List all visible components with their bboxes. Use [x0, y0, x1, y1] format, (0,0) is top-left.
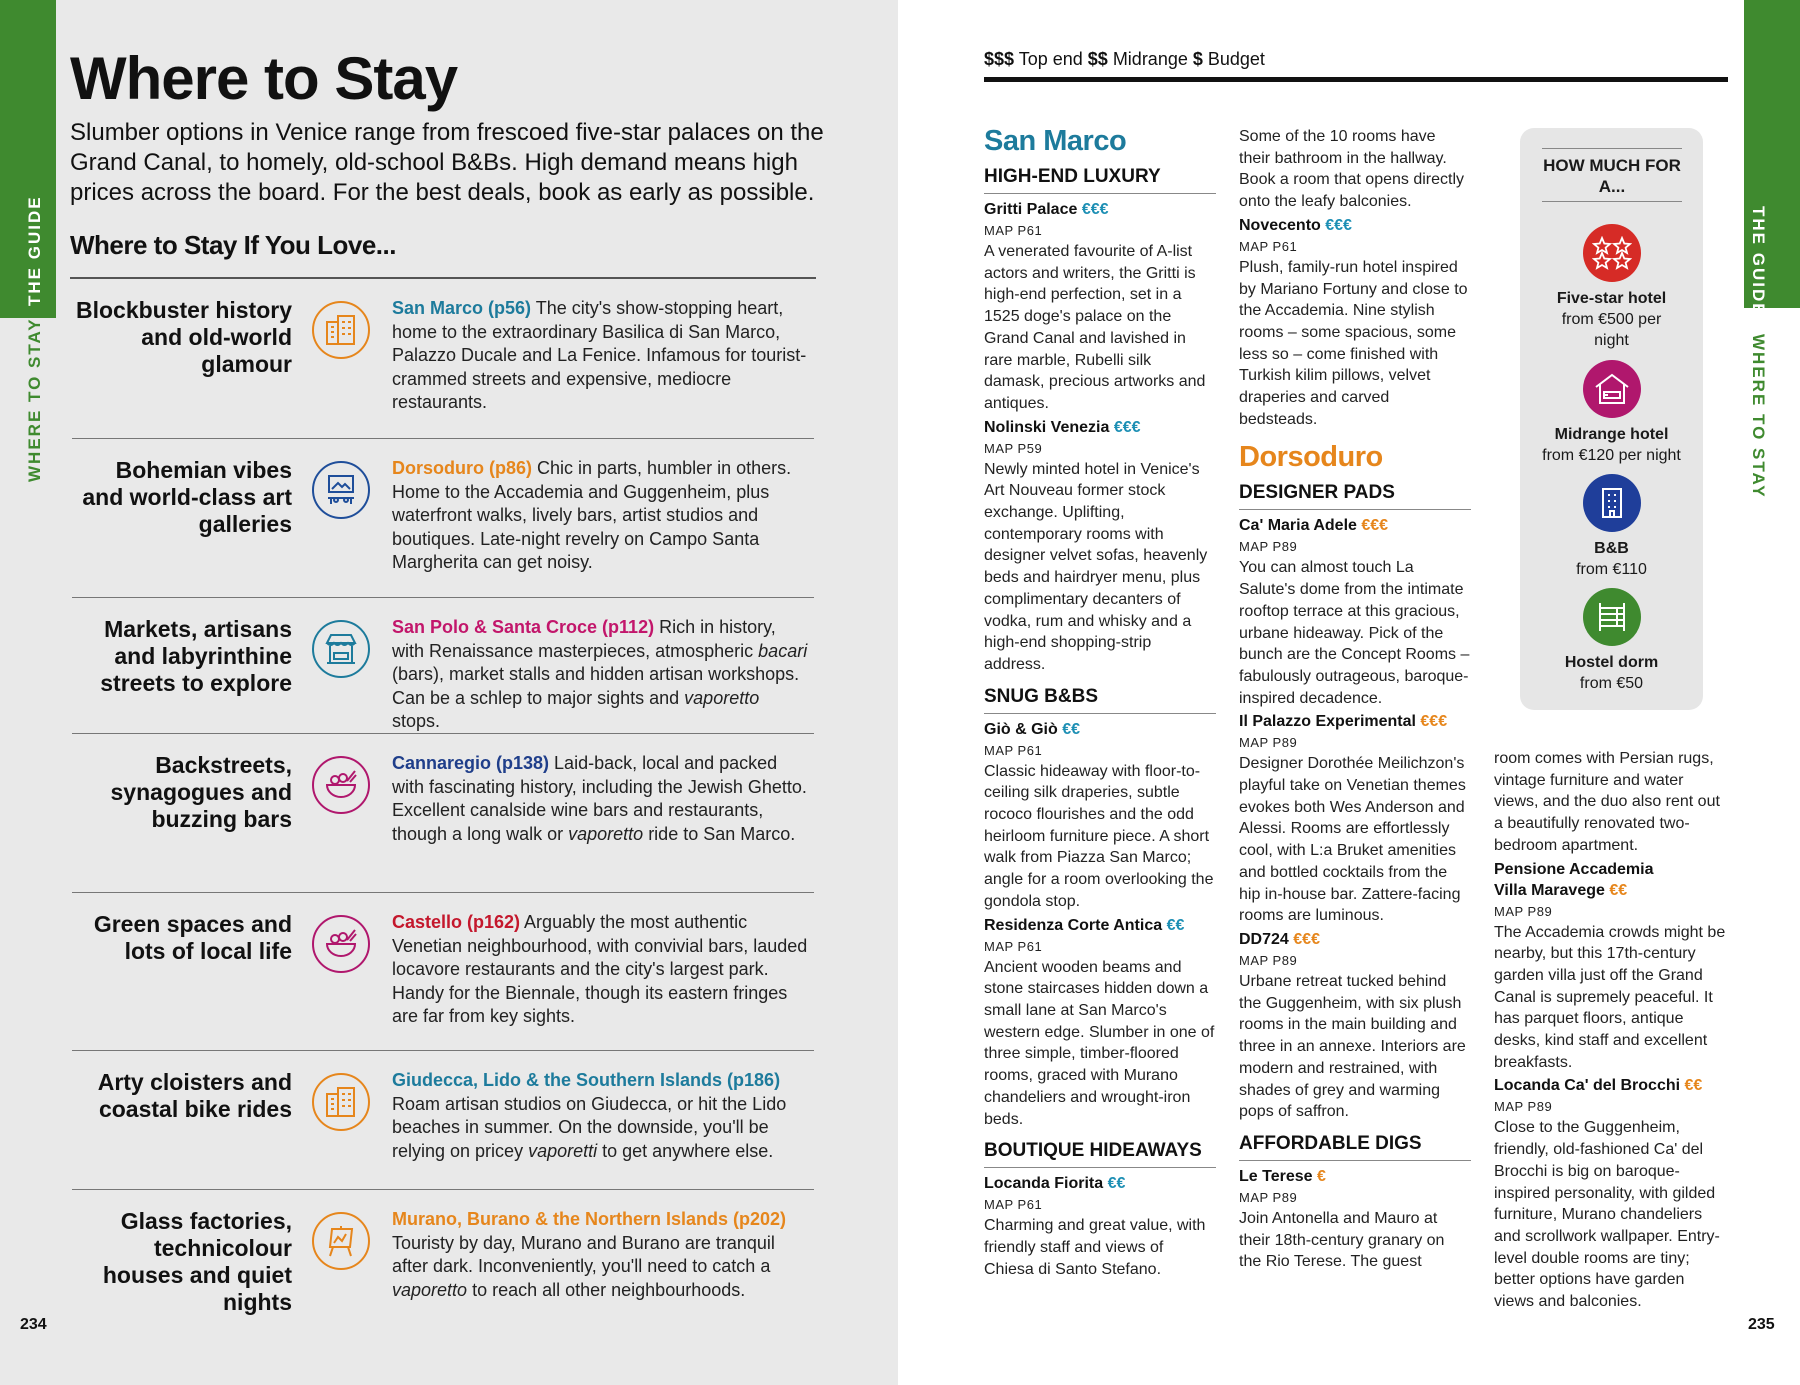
page-number: 234 — [20, 1316, 47, 1333]
price-item-five-star: Five-star hotel from €500 per night — [1520, 224, 1703, 351]
hotel-name: Pensione Accademia Villa Maravege €€ — [1494, 860, 1654, 899]
hotel-description: Urbane retreat tucked behind the Guggenheim, with six plush rooms in the main building and three in an annexe. Interiors are modern and restrained, with shades of grey and warming pops of saffron. — [1239, 972, 1466, 1121]
price-item-midrange: Midrange hotel from €120 per night — [1520, 360, 1703, 466]
neighbourhood-description: Murano, Burano & the Northern Islands (p202) Touristy by day, Murano and Burano are tranquil after dark. Inconveniently, you'll need to catch a vaporetto to reach all other neighbourhoods. — [392, 1209, 787, 1300]
category-heading: DESIGNER PADS — [1239, 482, 1471, 510]
hotel-name: Giò & Giò €€ — [984, 720, 1081, 738]
map-ref: MAP P89 — [1239, 539, 1298, 555]
column-1 — [984, 124, 1216, 1282]
map-ref: MAP P89 — [1239, 952, 1298, 968]
hotel-name: Residenza Corte Antica €€ — [984, 916, 1185, 934]
subheading: Where to Stay If You Love... — [70, 230, 396, 260]
section-label: WHERE TO STAY — [25, 317, 44, 482]
neighbourhood-description: San Marco (p56) The city's show-stopping heart, home to the extraordinary Basilica di San Marco, Palazzo Ducale and La Fenice. Infamous for tourist-crammed streets and expensive, mediocre restaurants. — [392, 298, 807, 412]
bunk-bed-icon — [1583, 588, 1641, 646]
food-bowl-icon — [312, 915, 370, 973]
how-much-title: HOW MUCH FOR A... — [1542, 148, 1682, 202]
category-heading: SNUG B&BS — [984, 686, 1216, 714]
building-icon — [1583, 474, 1641, 532]
hotel-description: Classic hideaway with floor-to-ceiling silk draperies, subtle rococo flourishes and the odd heirloom furniture piece. A short walk from Piazza San Marco; angle for a room overlooking the gondola stop. — [984, 762, 1214, 910]
hotel-name: Ca' Maria Adele €€€ — [1239, 517, 1389, 535]
love-row — [72, 1050, 814, 1209]
area-title: San Marco — [984, 125, 1127, 157]
neighbourhood-link[interactable]: Cannaregio (p138) — [392, 753, 550, 773]
tab-label: THE GUIDE — [1749, 206, 1768, 317]
hotel-name: DD724 €€€ — [1239, 930, 1320, 948]
hotel-name: Novecento €€€ — [1239, 216, 1352, 234]
hotel-name: Nolinski Venezia €€€ — [984, 418, 1141, 436]
neighbourhood-link[interactable]: San Marco (p56) — [392, 298, 532, 318]
love-label: Glass factories, technicolour houses and quiet nights — [102, 1208, 292, 1315]
neighbourhood-description: Dorsoduro (p86) Chic in parts, humbler in others. Home to the Accademia and Guggenheim, plus waterfront walks, lively bars, artist studios and boutiques. Late-night revelry on Campo Santa Margherita can get noisy. — [392, 458, 792, 572]
column-3 — [1494, 748, 1726, 1315]
hotel-description: You can almost touch La Salute's dome from the intimate rooftop terrace at this gracious, urbane hideaway. Pick of the bunch are the Concept Rooms – fabulously outrageous, baroque-inspired decadence. — [1239, 559, 1470, 707]
love-label: Markets, artisans and labyrinthine streets to explore — [100, 616, 292, 696]
neighbourhood-link[interactable]: Giudecca, Lido & the Southern Islands (p186) — [392, 1070, 781, 1090]
hotel-description: A venerated favourite of A-list actors and writers, the Gritti is high-end perfection, set in a 1525 doge's palace on the Grand Canal and lavished in rare marble, Rubelli silk damask, precious artworks and antiques. — [984, 243, 1206, 412]
neighbourhood-link[interactable]: Dorsoduro (p86) — [392, 458, 533, 478]
column-2 — [1239, 126, 1471, 1275]
love-row — [72, 438, 814, 597]
love-label: Backstreets, synagogues and buzzing bars — [110, 752, 292, 832]
price-item-bnb: B&B from €110 — [1520, 474, 1703, 580]
buildings-icon — [312, 301, 370, 359]
food-bowl-icon — [312, 756, 370, 814]
hotel-description: Designer Dorothée Meilichzon's playful take on Venetian themes evokes both Wes Anderson and Alessi. Rooms are effortlessly cool, with L:a Bruket amenities and bottled cocktails from the hip in-house bar. Zattere-facing rooms are luminous. — [1239, 755, 1466, 925]
hotel-name: Locanda Ca' del Brocchi €€ — [1494, 1077, 1703, 1095]
house-bed-icon — [1583, 360, 1641, 418]
hotel-description: Charming and great value, with friendly staff and views of Chiesa di Santo Stefano. — [984, 1217, 1206, 1278]
hotel-description: Newly minted hotel in Venice's Art Nouveau former stock exchange. Uplifting, contemporary rooms with designer velvet sofas, heavenly beds and hairdryer menu, plus complimentary decanters of vodka, rum and whisky and a high-end shopping-strip address. — [984, 460, 1208, 673]
page-number: 235 — [1748, 1316, 1775, 1333]
love-row — [72, 733, 814, 892]
how-much-box — [1520, 128, 1703, 710]
left-page — [0, 0, 898, 1385]
love-label: Bohemian vibes and world-class art galleries — [82, 457, 292, 537]
love-label: Blockbuster history and old-world glamour — [76, 297, 292, 377]
hotel-name: Le Terese € — [1239, 1167, 1326, 1185]
map-ref: MAP P89 — [1494, 1099, 1553, 1115]
gallery-icon — [312, 461, 370, 519]
hotel-description: room comes with Persian rugs, vintage furniture and water views, and the duo also rent out a beautifully renovated two-bedroom apartment. — [1494, 750, 1720, 854]
map-ref: MAP P61 — [984, 223, 1043, 238]
love-label: Green spaces and lots of local life — [93, 911, 292, 964]
price-item-hostel: Hostel dorm from €50 — [1520, 588, 1703, 694]
hotel-description: Ancient wooden beams and stone staircases hidden down a small lane at San Marco's western edge. Slumber in one of three simple, timber-floored rooms, graced with Murano chandeliers and wrought-iron beds. — [984, 958, 1215, 1128]
intro-paragraph: Slumber options in Venice range from frescoed five-star palaces on the Grand Canal, to homely, old-school B&Bs. High demand means high prices across the board. For the best deals, book as early as possible. — [70, 119, 824, 206]
neighbourhood-description: San Polo & Santa Croce (p112) Rich in history, with Renaissance masterpieces, atmospheric bacari (bars), market stalls and hidden artisan workshops. Can be a schlep to major sights and vaporetto stops. — [392, 617, 808, 731]
buildings-icon — [312, 1073, 370, 1131]
stars-icon — [1583, 224, 1641, 282]
category-heading: BOUTIQUE HIDEAWAYS — [984, 1140, 1216, 1168]
hotel-description: The Accademia crowds might be nearby, but this 17th-century garden villa just off the Grand Canal is supremely peaceful. It has parquet floors, antique desks, kind staff and excellent breakfasts. — [1494, 923, 1726, 1071]
map-ref: MAP P61 — [984, 1197, 1043, 1213]
love-label: Arty cloisters and coastal bike rides — [97, 1069, 292, 1122]
neighbourhood-description: Cannaregio (p138) Laid-back, local and packed with fascinating history, including the Jewish Ghetto. Excellent canalside wine bars and restaurants, though a long walk or vaporetto ride to San Marco. — [392, 753, 807, 844]
love-row — [72, 1189, 814, 1348]
hotel-description: Plush, family-run hotel inspired by Mariano Fortuny and close to the Accademia. Nine stylish rooms – some spacious, some less so – come finished with Turkish kilim pillows, velvet draperies and carved bedsteads. — [1239, 258, 1468, 428]
map-ref: MAP P59 — [984, 440, 1043, 456]
neighbourhood-description: Giudecca, Lido & the Southern Islands (p186) Roam artisan studios on Giudecca, or hit the Lido beaches in summer. On the downside, you'll be relying on pricey vaporetti to get anywhere else. — [392, 1070, 787, 1161]
hotel-name: Locanda Fiorita €€ — [984, 1175, 1126, 1193]
area-title: Dorsoduro — [1239, 441, 1383, 474]
section-label: WHERE TO STAY — [1749, 334, 1768, 499]
right-page — [898, 0, 1800, 1385]
hotel-name: Il Palazzo Experimental €€€ — [1239, 713, 1448, 731]
category-heading: AFFORDABLE DIGS — [1239, 1133, 1471, 1161]
love-row — [72, 279, 814, 438]
map-ref: MAP P89 — [1494, 903, 1553, 919]
love-row — [72, 892, 814, 1051]
map-ref: MAP P89 — [1239, 1189, 1298, 1205]
neighbourhood-link[interactable]: San Polo & Santa Croce (p112) — [392, 617, 655, 637]
market-stall-icon — [312, 620, 370, 678]
hotel-description: Join Antonella and Mauro at their 18th-century granary on the Rio Terese. The guest — [1239, 1209, 1445, 1271]
map-ref: MAP P61 — [1239, 238, 1298, 254]
divider — [984, 77, 1728, 82]
easel-icon — [312, 1212, 370, 1270]
price-key: $$$ Top end $$ Midrange $ Budget — [984, 49, 1265, 69]
hotel-description: Close to the Guggenheim, friendly, old-fashioned Ca' del Brocchi is big on baroque-inspired personality, with gilded furniture, Murano chandeliers and scrollwork wallpaper. Entry-level double rooms are tiny; better options have garden views and balconies. — [1494, 1119, 1720, 1311]
category-heading: HIGH-END LUXURY — [984, 166, 1216, 194]
neighbourhood-link[interactable]: Castello (p162) — [392, 912, 521, 932]
page-title: Where to Stay — [70, 45, 458, 112]
neighbourhood-link[interactable]: Murano, Burano & the Northern Islands (p202) — [392, 1209, 787, 1229]
map-ref: MAP P61 — [984, 938, 1043, 954]
tab-label: THE GUIDE — [25, 195, 44, 306]
map-ref: MAP P89 — [1239, 735, 1298, 751]
hotel-description: Some of the 10 rooms have their bathroom in the hallway. Book a room that opens directly onto the leafy balconies. — [1239, 128, 1465, 211]
hotel-name: Gritti Palace €€€ — [984, 201, 1109, 218]
neighbourhood-description: Castello (p162) Arguably the most authentic Venetian neighbourhood, with convivial bars, lauded locavore restaurants and the city's largest park. Handy for the Biennale, though its eastern fringes are far from key sights. — [392, 912, 808, 1026]
map-ref: MAP P61 — [984, 742, 1043, 758]
